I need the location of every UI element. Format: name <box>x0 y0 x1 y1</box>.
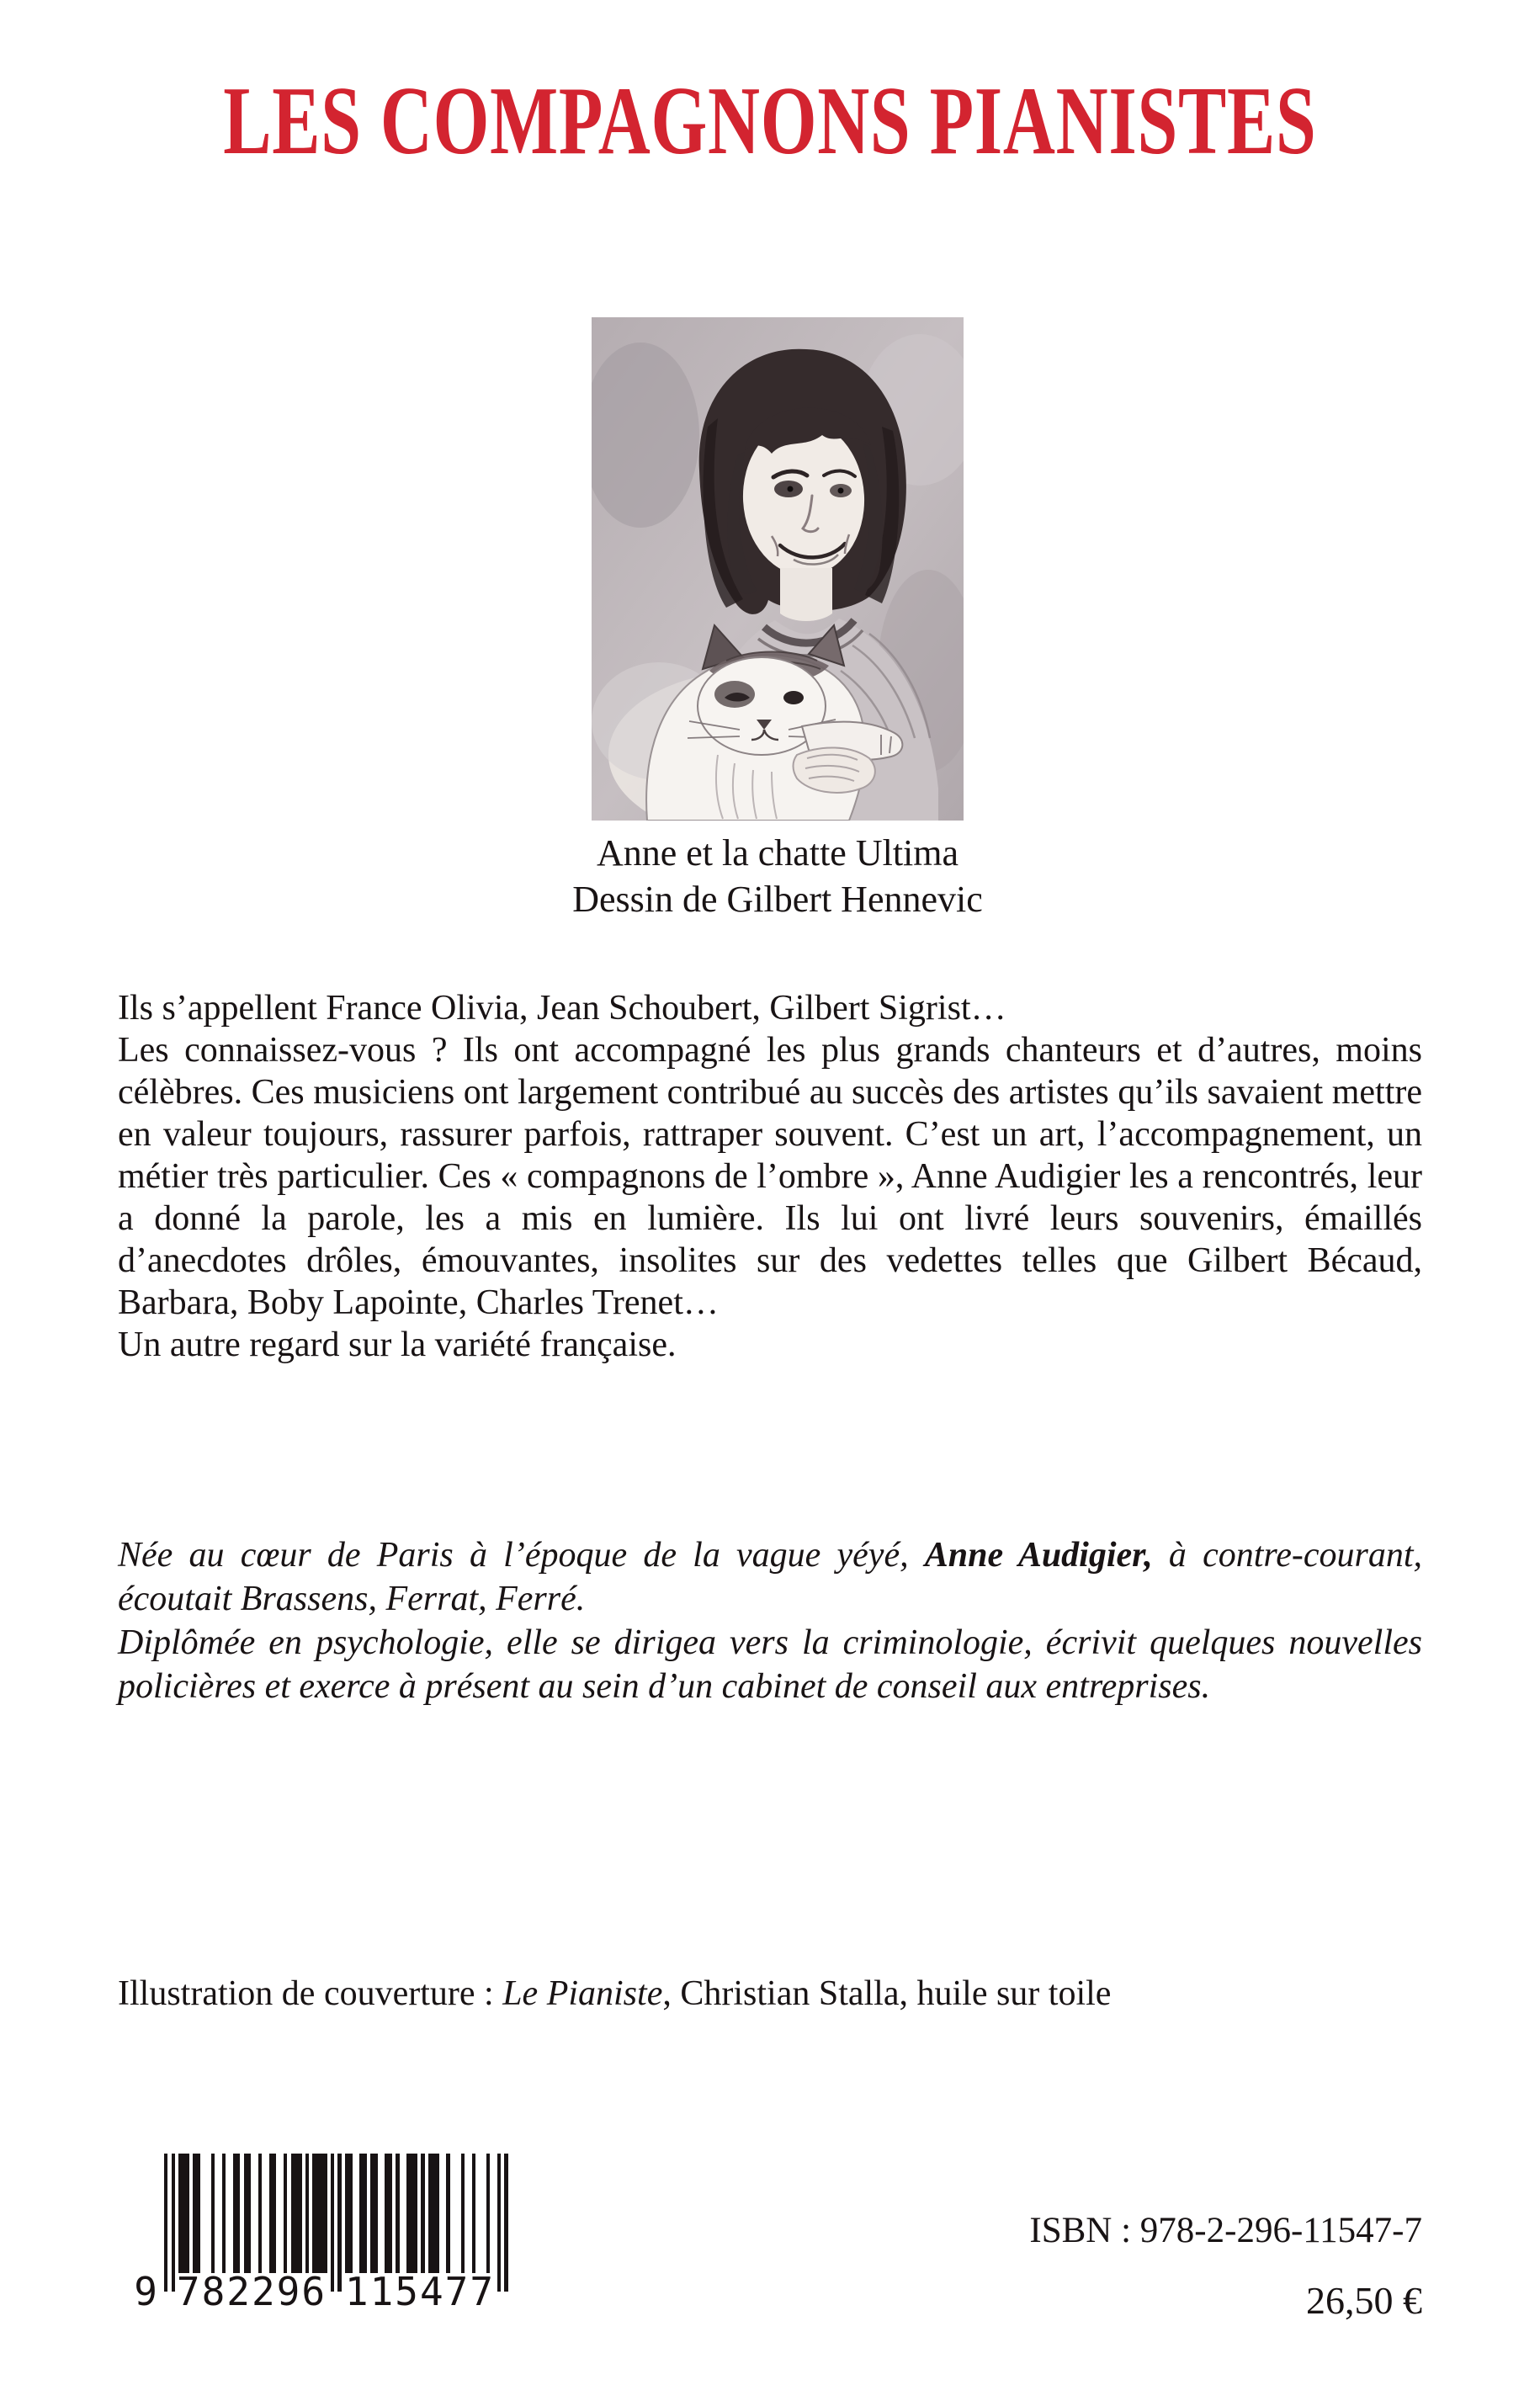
barcode-bar <box>331 2154 334 2292</box>
woman-and-cat-drawing <box>592 317 964 821</box>
barcode-bar <box>284 2154 287 2273</box>
synopsis-block <box>118 987 1422 1366</box>
cover-illustration <box>592 317 964 821</box>
barcode-bar <box>186 2154 189 2273</box>
barcode-bar <box>396 2154 399 2273</box>
caption-line-1: Anne et la chatte Ultima <box>596 832 959 874</box>
title-row <box>0 67 1540 175</box>
barcode-bar <box>222 2154 226 2273</box>
barcode-bar <box>421 2154 424 2273</box>
synopsis-outro-line: Un autre regard sur la variété française. <box>118 1325 677 1364</box>
barcode-bar <box>414 2154 417 2273</box>
isbn-text: ISBN : 978-2-296-11547-7 <box>1029 2211 1422 2250</box>
caption-line-2: Dessin de Gilbert Hennevic <box>572 879 983 920</box>
page-title: LES COMPAGNONS PIANISTES <box>223 67 1317 175</box>
barcode-bar <box>298 2154 301 2273</box>
barcode-lead-digit: 9 <box>134 2269 157 2314</box>
barcode-bar <box>323 2154 327 2273</box>
credit-suffix: , Christian Stalla, huile sur toile <box>662 1974 1112 2013</box>
barcode-bar <box>236 2154 240 2273</box>
bio-text-2: à contre-courant, écoutait Brassens, Ferrat, Ferré. <box>118 1536 1422 1618</box>
barcode-bar <box>164 2154 167 2292</box>
ean13-barcode <box>134 2154 508 2314</box>
barcode-bar <box>497 2154 501 2292</box>
author-bio-paragraph-1 <box>118 1533 1422 1621</box>
barcode-bar <box>504 2154 507 2292</box>
barcode-bar <box>172 2154 175 2292</box>
barcode-bar <box>472 2154 475 2273</box>
barcode-bar <box>211 2154 215 2273</box>
barcode-digit-group-1: 782296 <box>176 2269 327 2314</box>
barcode-bar <box>305 2154 309 2273</box>
author-bio-block <box>118 1533 1422 1708</box>
price-text: 26,50 € <box>1306 2279 1422 2322</box>
barcode-bar <box>273 2154 276 2273</box>
author-bio-paragraph-2: Diplômée en psychologie, elle se dirigea vers la criminologie, écrivit quelques nouvelles policières et exerce à présent au sein d’un cabinet de conseil aux entreprises. <box>118 1623 1422 1706</box>
barcode-bar <box>436 2154 439 2273</box>
bio-text-1: Née au cœur de Paris à l’époque de la vague yéyé, <box>118 1536 925 1575</box>
barcode-bar <box>258 2154 262 2273</box>
author-name: Anne Audigier, <box>924 1536 1153 1575</box>
barcode-bar <box>389 2154 392 2273</box>
barcode-digit-group-2: 115477 <box>344 2269 496 2314</box>
barcode-bar <box>486 2154 490 2273</box>
barcode-bar <box>337 2154 341 2292</box>
credit-artwork-title: Le Pianiste <box>502 1974 663 2013</box>
barcode-bar <box>364 2154 367 2273</box>
synopsis-intro-line: Ils s’appellent France Olivia, Jean Schoubert, Gilbert Sigrist… <box>118 989 1006 1028</box>
credit-prefix: Illustration de couverture : <box>118 1974 503 2013</box>
barcode-bar <box>374 2154 377 2273</box>
illustration-caption <box>525 830 1030 922</box>
barcode-bar <box>461 2154 465 2273</box>
barcode-bar <box>348 2154 352 2273</box>
synopsis-body: Les connaissez-vous ? Ils ont accompagné les plus grands chanteurs et d’autres, moins célèbres. Ces musiciens ont largement contribué au succès des artistes qu’ils savaient mettre en valeur toujours, rassurer parfois, rattraper souvent. C’est un art, l’accompagnement, un métier très particulier. Ces « compagnons de l’ombre », Anne Audigier les a rencontrés, leur a donné la parole, les a mis en lumière. Ils lui ont livré leurs souvenirs, émaillés d’anecdotes drôles, émouvantes, insolites sur des vedettes telles que Gilbert Bécaud, Barbara, Boby Lapointe, Charles Trenet… <box>118 1031 1422 1322</box>
barcode-bar <box>247 2154 251 2273</box>
barcode-bar <box>446 2154 449 2273</box>
barcode-bar <box>197 2154 200 2273</box>
cover-credit-line <box>118 1973 1422 2015</box>
